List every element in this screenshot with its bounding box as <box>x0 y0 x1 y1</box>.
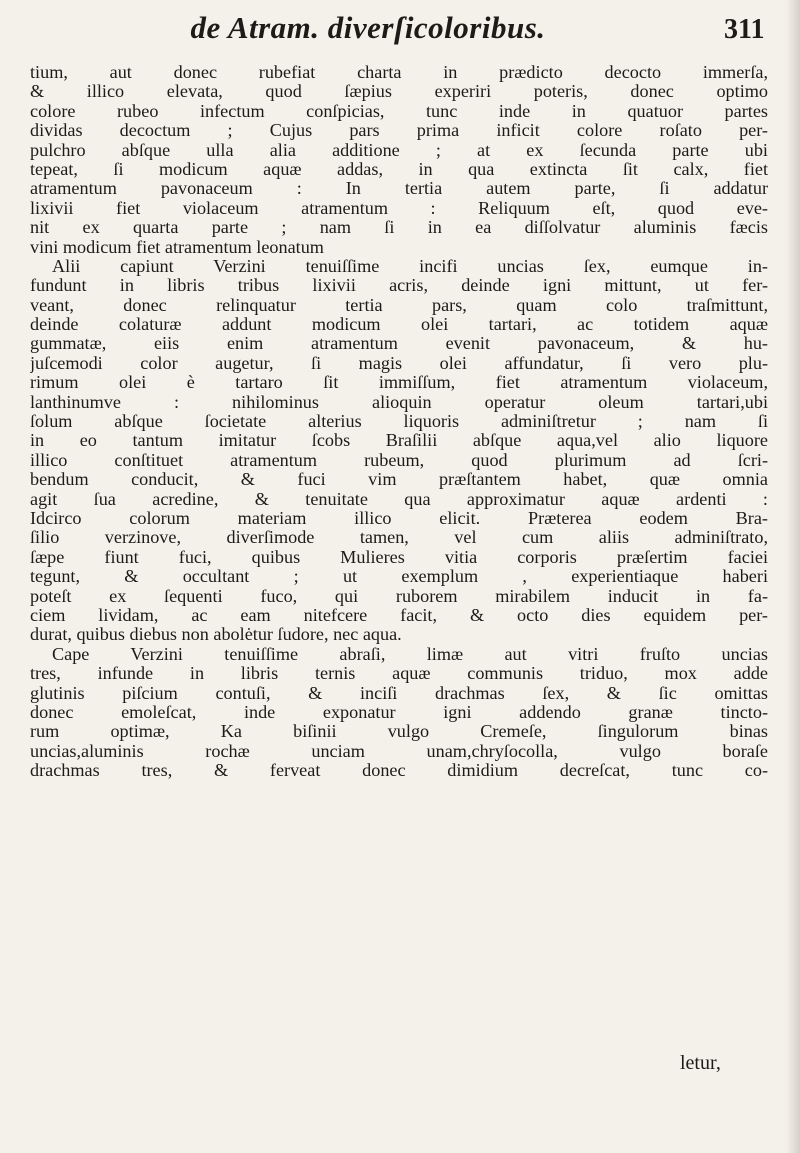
paragraph <box>30 257 768 645</box>
text-line: tium, aut donec rubefiat charta in prædicto decocto immerſa, <box>30 63 768 82</box>
text-line: tres, infunde in libris ternis aquæ communis triduo, mox adde <box>30 664 768 684</box>
text-line: veant, donec relinquatur tertia pars, quam colo traſmittunt, <box>30 295 768 315</box>
text-line: tepeat, ſi modicum aquæ addas, in qua extincta ſit calx, fiet <box>30 159 768 179</box>
text-line: uncias,aluminis rochæ unciam unam,chryſocolla, vulgo boraſe <box>30 741 768 761</box>
text-line: nit ex quarta parte ; nam ſi in ea diſſolvatur aluminis fæcis <box>30 218 768 238</box>
text-line: in eo tantum imitatur ſcobs Braſilii abſque aqua,vel alio liquore <box>30 431 768 451</box>
text-line: gummatæ, eiis enim atramentum evenit pavonaceum, & hu- <box>30 334 768 354</box>
text-line: Cape Verzini tenuiſſime abraſi, limæ aut vitri fruſto uncias <box>52 644 768 664</box>
text-line: agit ſua acredine, & tenuitate qua approximatur aquæ ardenti : <box>30 489 768 509</box>
body-text <box>30 63 768 780</box>
text-line: lanthinumve : nihilominus alioquin operatur oleum tartari,ubi <box>30 392 768 412</box>
text-line: tegunt, & occultant ; ut exemplum , experientiaque haberi <box>30 567 768 587</box>
paragraph <box>30 63 768 257</box>
text-line: dividas decoctum ; Cujus pars prima inficit colore roſato per- <box>30 121 768 141</box>
page-edge-shadow <box>786 0 800 1153</box>
text-line: ſolum abſque ſocietate alterius liquoris adminiſtretur ; nam ſi <box>30 412 768 432</box>
text-line: durat, quibus diebus non abolėtur ſudore, nec aqua. <box>30 625 402 645</box>
text-line: lixivii fiet violaceum atramentum : Reliquum eſt, quod eve- <box>30 198 768 218</box>
text-line: deinde colaturæ addunt modicum olei tartari, ac totidem aquæ <box>30 315 768 335</box>
text-line: colore rubeo infectum conſpicias, tunc inde in quatuor partes <box>30 101 768 121</box>
text-line: ciem lividam, ac eam nitefcere facit, & octo dies equidem per- <box>30 605 768 625</box>
text-line: ſæpe fiunt fuci, quibus Mulieres vitia corporis præſertim faciei <box>30 547 768 567</box>
text-line: juſcemodi color augetur, ſi magis olei affundatur, ſi vero plu- <box>30 353 768 373</box>
running-head: de Atram. diverſicoloribus. <box>190 10 546 45</box>
text-line: Alii capiunt Verzini tenuiſſime incifi uncias ſex, eumque in- <box>52 256 768 276</box>
text-line: donec emoleſcat, inde exponatur igni addendo granæ tincto- <box>30 702 768 722</box>
text-line: vini modicum fiet atramentum leonatum <box>30 237 324 257</box>
page-number: 311 <box>724 14 765 45</box>
paragraph <box>30 645 768 781</box>
text-line: Idcirco colorum materiam illico elicit. Præterea eodem Bra- <box>30 508 768 528</box>
text-line: rimum olei è tartaro ſit immiſſum, fiet atramentum violaceum, <box>30 373 768 393</box>
catchword: letur, <box>680 1052 721 1074</box>
text-line: & illico elevata, quod ſæpius experiri poteris, donec optimo <box>30 82 768 102</box>
text-line: illico conſtituet atramentum rubeum, quod plurimum ad ſcri- <box>30 450 768 470</box>
text-line: atramentum pavonaceum : In tertia autem parte, ſi addatur <box>30 179 768 199</box>
text-line: pulchro abſque ulla alia additione ; at ex ſecunda parte ubi <box>30 140 768 160</box>
text-line: ſilio verzinove, diverſimode tamen, vel cum aliis adminiſtrato, <box>30 528 768 548</box>
text-line: bendum conducit, & fuci vim præſtantem habet, quæ omnia <box>30 470 768 490</box>
text-line: poteſt ex ſequenti fuco, qui ruborem mirabilem inducit in fa- <box>30 586 768 606</box>
text-line: drachmas tres, & ferveat donec dimidium decreſcat, tunc co- <box>30 761 768 781</box>
page-header <box>0 10 800 50</box>
text-line: fundunt in libris tribus lixivii acris, deinde igni mittunt, ut fer- <box>30 276 768 296</box>
text-line: rum optimæ, Ka biſinii vulgo Cremeſe, ſingulorum binas <box>30 722 768 742</box>
text-line: glutinis piſcium contuſi, & inciſi drachmas ſex, & ſic omittas <box>30 683 768 703</box>
